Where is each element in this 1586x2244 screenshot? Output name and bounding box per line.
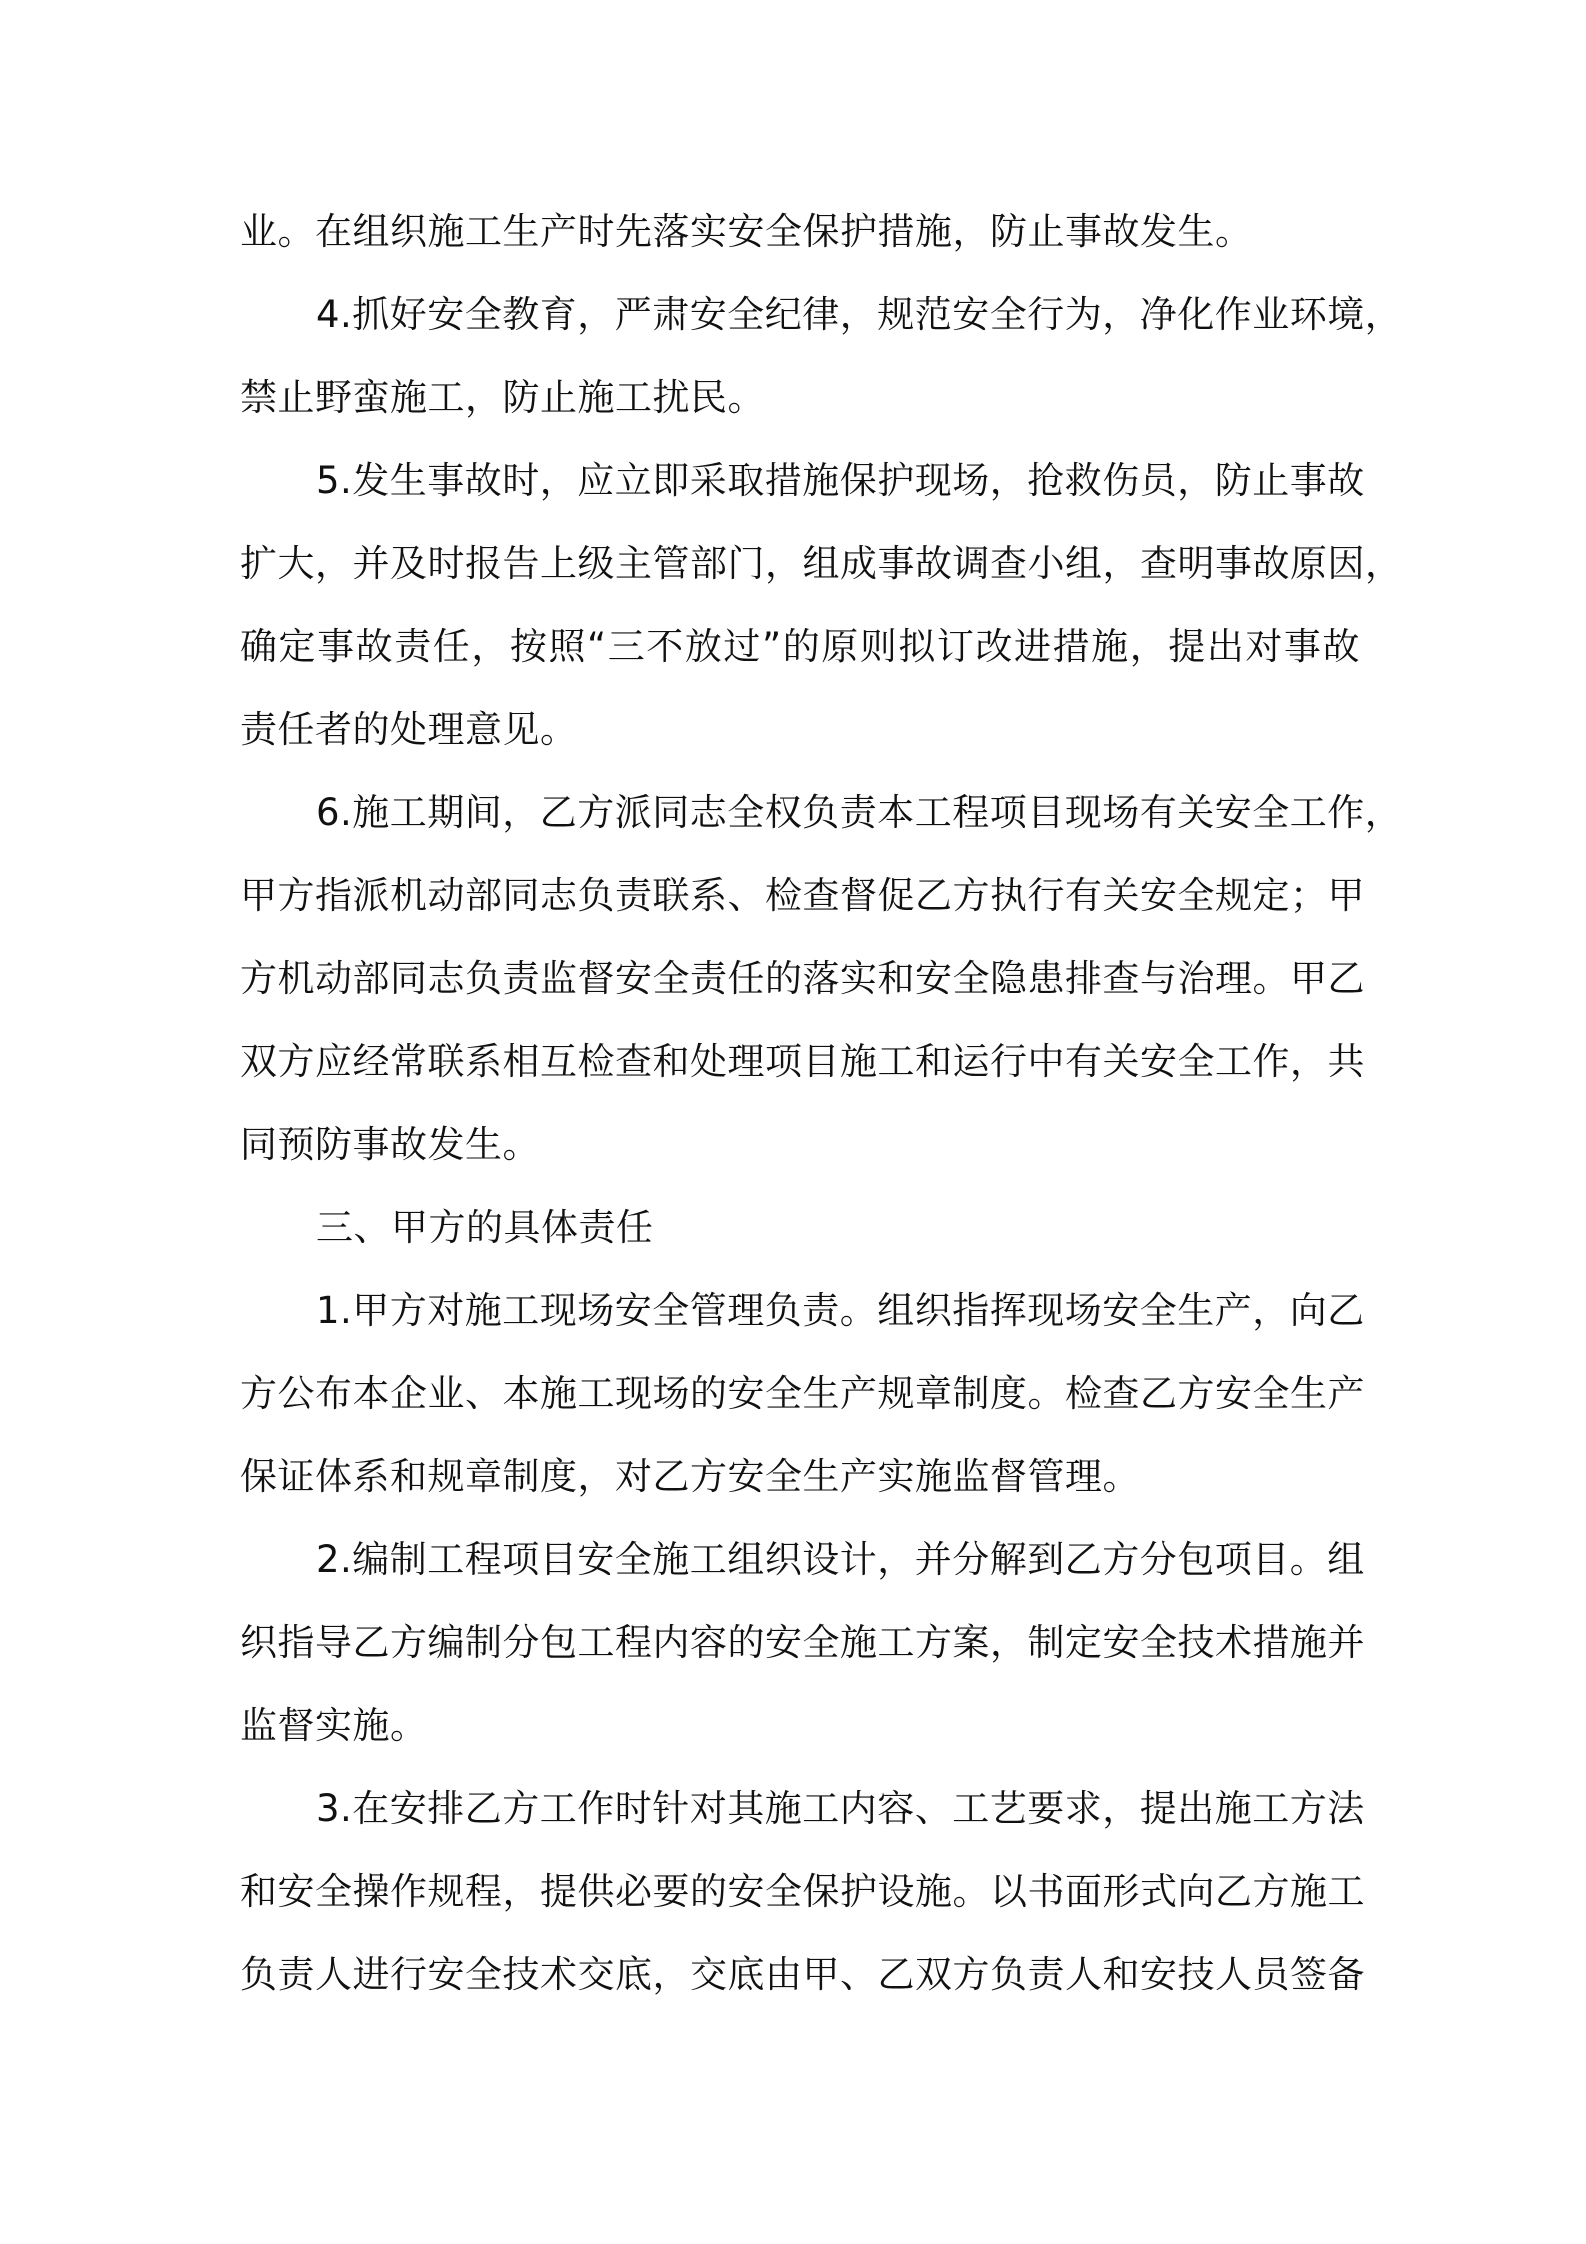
- text-line: 监督实施。: [240, 1704, 428, 1747]
- text-line: 方公布本企业、本施工现场的安全生产规章制度。检查乙方安全生产: [240, 1372, 1365, 1415]
- text-line: 禁止野蛮施工，防止施工扰民。: [240, 376, 765, 419]
- text-line: 2.编制工程项目安全施工组织设计，并分解到乙方分包项目。组: [316, 1538, 1365, 1581]
- text-line: 甲方指派机动部同志负责联系、检查督促乙方执行有关安全规定；甲: [240, 874, 1365, 917]
- text-line: 业。在组织施工生产时先落实安全保护措施，防止事故发生。: [240, 210, 1253, 253]
- section-heading: 三、甲方的具体责任: [316, 1206, 654, 1249]
- text-line: 6.施工期间，乙方派同志全权负责本工程项目现场有关安全工作，: [316, 791, 1403, 834]
- text-line: 保证体系和规章制度，对乙方安全生产实施监督管理。: [240, 1455, 1140, 1498]
- text-line: 同预防事故发生。: [240, 1123, 540, 1166]
- text-line: 5.发生事故时，应立即采取措施保护现场，抢救伤员，防止事故: [316, 459, 1365, 502]
- text-line: 和安全操作规程，提供必要的安全保护设施。以书面形式向乙方施工: [240, 1870, 1365, 1913]
- document-body: [240, 190, 1403, 2016]
- text-line: 方机动部同志负责监督安全责任的落实和安全隐患排查与治理。甲乙: [240, 957, 1365, 1000]
- text-line: 织指导乙方编制分包工程内容的安全施工方案，制定安全技术措施并: [240, 1621, 1365, 1664]
- text-line: 责任者的处理意见。: [240, 708, 578, 751]
- text-line: 双方应经常联系相互检查和处理项目施工和运行中有关安全工作，共: [240, 1040, 1365, 1083]
- text-line: 4.抓好安全教育，严肃安全纪律，规范安全行为，净化作业环境，: [316, 293, 1403, 336]
- text-line: 扩大，并及时报告上级主管部门，组成事故调查小组，查明事故原因，: [240, 542, 1403, 585]
- text-line: 确定事故责任，按照“三不放过”的原则拟订改进措施，提出对事故: [240, 625, 1360, 668]
- text-line: 3.在安排乙方工作时针对其施工内容、工艺要求，提出施工方法: [316, 1787, 1365, 1830]
- text-line: 1.甲方对施工现场安全管理负责。组织指挥现场安全生产，向乙: [316, 1289, 1365, 1332]
- text-line: 负责人进行安全技术交底，交底由甲、乙双方负责人和安技人员签备: [240, 1953, 1365, 1996]
